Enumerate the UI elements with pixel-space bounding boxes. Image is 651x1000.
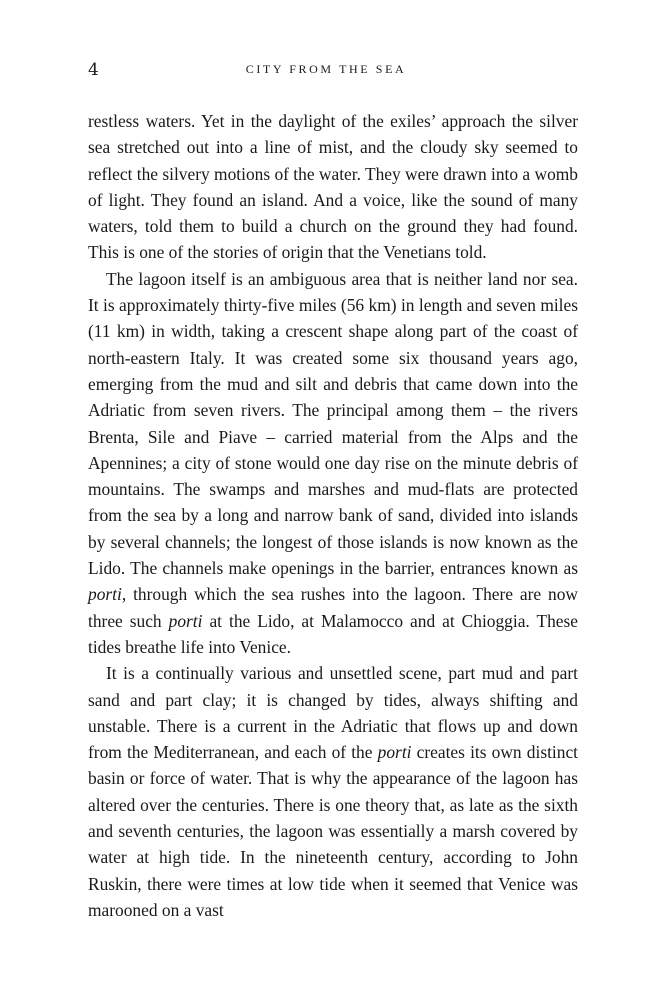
italic-term: porti bbox=[88, 584, 122, 605]
paragraph-3 bbox=[88, 660, 578, 923]
page-number: 4 bbox=[88, 60, 99, 80]
paragraph-2 bbox=[88, 266, 578, 660]
paragraph-text: The lagoon itself is an ambiguous area that is neither land nor sea. It is approximately thirty-five miles (56 km) in length and seven miles (11 km) in width, taking a crescent shape along part of the coast of north-eastern Italy. It was created some six thousand years ago, emerging from the mud and silt and debris that came down into the Adriatic from seven rivers. The principal among them – the rivers Brenta, Sile and Piave – carried material from the Alps and the Apennines; a city of stone would one day rise on the minute debris of mountains. The swamps and marshes and mud-flats are protected from the sea by a long and narrow bank of sand, divided into islands by several channels; the longest of those islands is now known as the Lido. The channels make openings in the barrier, entrances known as bbox=[88, 268, 578, 579]
running-head bbox=[88, 60, 564, 84]
body-text bbox=[88, 108, 578, 923]
running-title: CITY FROM THE SEA bbox=[245, 62, 407, 76]
paragraph-1 bbox=[88, 108, 578, 266]
paragraph-text: restless waters. Yet in the daylight of the exiles’ approach the silver sea stretched out into a line of mist, and the cloudy sky seemed to reflect the silvery motions of the water. They were drawn into a womb of light. They found an island. And a voice, like the sound of many waters, told them to build a church on the ground they had found. This is one of the stories of origin that the Venetians told. bbox=[88, 111, 578, 263]
italic-term: porti bbox=[377, 742, 412, 763]
italic-term: porti bbox=[168, 610, 203, 631]
paragraph-text: creates its own distinct basin or force of water. That is why the appearance of the lagoon has altered over the centuries. There is one theory that, as late as the sixth and seventh centuries, the lagoon was essentially a marsh covered by water at high tide. In the nineteenth century, according to John Ruskin, there were times at low tide when it seemed that Venice was marooned on a vast bbox=[88, 742, 578, 920]
paragraph-text: at the Lido, at Malamocco and at Chioggia. These tides breathe life into Venice. bbox=[88, 610, 578, 657]
paragraph-text: It is a continually various and unsettled scene, part mud and part sand and part clay; it is changed by tides, always shifting and unstable. There is a current in the Adriatic that flows up and down from the Mediterranean, and each of the bbox=[88, 663, 578, 763]
paragraph-text: , through which the sea rushes into the lagoon. There are now three such bbox=[88, 584, 578, 631]
